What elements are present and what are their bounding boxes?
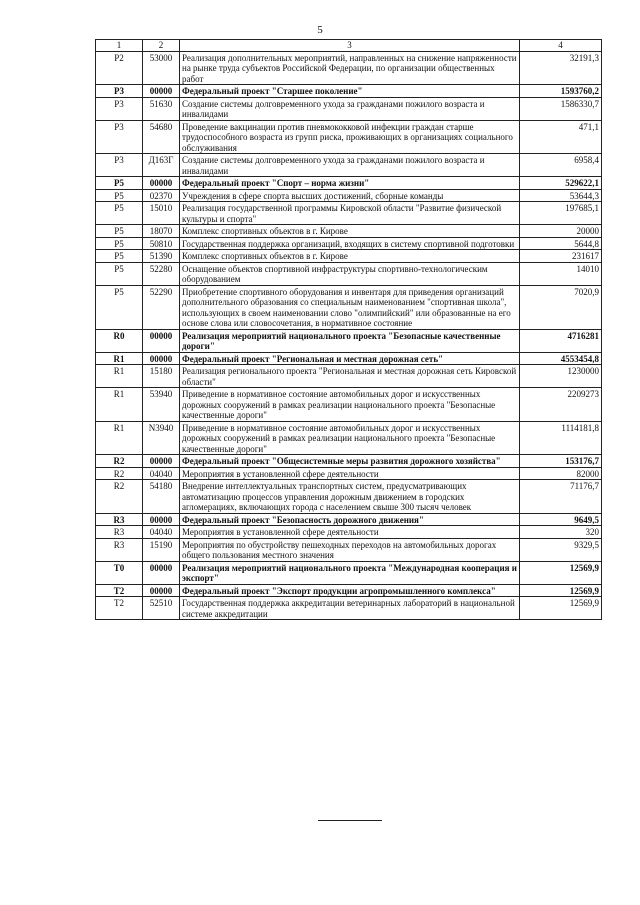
- amount-cell: 5644,8: [520, 237, 602, 250]
- description-cell: Федеральный проект "Спорт – норма жизни": [180, 177, 520, 190]
- expense-code-cell: 15180: [143, 365, 180, 388]
- description-cell: Реализация дополнительных мероприятий, направленных на снижение напряженности на рынке труда субъектов Российской Федерации, по организации общественных работ: [180, 51, 520, 85]
- table-row: [96, 388, 602, 422]
- table-row: [96, 584, 602, 597]
- description-cell: Государственная поддержка организаций, входящих в систему спортивной подготовки: [180, 237, 520, 250]
- description-cell: Внедрение интеллектуальных транспортных систем, предусматривающих автоматизацию процессов управления дорожным движением в городских агломерациях, включающих города с населением свыше 300 тысяч человек: [180, 480, 520, 514]
- amount-cell: 231617: [520, 250, 602, 263]
- expense-code-cell: 50810: [143, 237, 180, 250]
- header-row: [96, 40, 602, 52]
- table-row: [96, 561, 602, 584]
- amount-cell: 12569,9: [520, 597, 602, 620]
- target-code-cell: R1: [96, 365, 143, 388]
- expense-code-cell: 52290: [143, 285, 180, 329]
- page-number: 5: [317, 24, 323, 36]
- description-cell: Реализация мероприятий национального проекта "Международная кооперация и экспорт": [180, 561, 520, 584]
- table-row: [96, 51, 602, 85]
- target-code-cell: P3: [96, 85, 143, 98]
- amount-cell: 9649,5: [520, 513, 602, 526]
- amount-cell: 2209273: [520, 388, 602, 422]
- table-row: [96, 365, 602, 388]
- description-cell: Мероприятия в установленной сфере деятельности: [180, 526, 520, 539]
- expense-code-cell: 15190: [143, 538, 180, 561]
- expense-code-cell: 51390: [143, 250, 180, 263]
- expense-code-cell: Д163Г: [143, 154, 180, 177]
- target-code-cell: R1: [96, 421, 143, 455]
- expense-code-cell: 00000: [143, 85, 180, 98]
- amount-cell: 12569,9: [520, 584, 602, 597]
- description-cell: Мероприятия в установленной сфере деятельности: [180, 467, 520, 480]
- budget-table: [95, 39, 602, 620]
- amount-cell: 153176,7: [520, 455, 602, 468]
- table-row: [96, 85, 602, 98]
- expense-code-cell: 00000: [143, 513, 180, 526]
- amount-cell: 20000: [520, 225, 602, 238]
- amount-cell: 6958,4: [520, 154, 602, 177]
- table-row: [96, 421, 602, 455]
- table-row: [96, 250, 602, 263]
- amount-cell: 1114181,8: [520, 421, 602, 455]
- target-code-cell: P5: [96, 177, 143, 190]
- expense-code-cell: 53940: [143, 388, 180, 422]
- target-code-cell: T0: [96, 561, 143, 584]
- table-row: [96, 262, 602, 285]
- target-code-cell: P2: [96, 51, 143, 85]
- target-code-cell: P3: [96, 154, 143, 177]
- amount-cell: 9329,5: [520, 538, 602, 561]
- description-cell: Приведение в нормативное состояние автомобильных дорог и искусственных дорожных сооружений в рамках реализации национального проекта "Безопасные качественные дороги": [180, 388, 520, 422]
- description-cell: Федеральный проект "Старшее поколение": [180, 85, 520, 98]
- description-cell: Создание системы долговременного ухода за гражданами пожилого возраста и инвалидами: [180, 97, 520, 120]
- target-code-cell: R1: [96, 352, 143, 365]
- target-code-cell: R1: [96, 388, 143, 422]
- amount-cell: 7020,9: [520, 285, 602, 329]
- target-code-cell: P3: [96, 97, 143, 120]
- table-row: [96, 225, 602, 238]
- amount-cell: 320: [520, 526, 602, 539]
- amount-cell: 197685,1: [520, 202, 602, 225]
- table-body: [96, 51, 602, 620]
- expense-code-cell: 52510: [143, 597, 180, 620]
- table-row: [96, 597, 602, 620]
- amount-cell: 471,1: [520, 120, 602, 154]
- target-code-cell: P5: [96, 262, 143, 285]
- description-cell: Реализация мероприятий национального проекта "Безопасные качественные дороги": [180, 329, 520, 352]
- amount-cell: 4716281: [520, 329, 602, 352]
- table-row: [96, 526, 602, 539]
- table-row: [96, 154, 602, 177]
- table-row: [96, 285, 602, 329]
- header-col-1: 1: [96, 40, 143, 52]
- description-cell: Государственная поддержка аккредитации ветеринарных лабораторий в национальной системе аккредитации: [180, 597, 520, 620]
- target-code-cell: R2: [96, 467, 143, 480]
- table-row: [96, 455, 602, 468]
- header-col-4: 4: [520, 40, 602, 52]
- target-code-cell: P5: [96, 237, 143, 250]
- description-cell: Учреждения в сфере спорта высших достижений, сборные команды: [180, 189, 520, 202]
- target-code-cell: P5: [96, 225, 143, 238]
- description-cell: Приобретение спортивного оборудования и инвентаря для приведения организаций дополнительного образования со специальным наименованием "спортивная школа", использующих в своем наименовании слово "олимпийский" или образованные на его основе слова или словосочетания, в нормативное состояние: [180, 285, 520, 329]
- target-code-cell: P5: [96, 202, 143, 225]
- amount-cell: 1230000: [520, 365, 602, 388]
- header-col-2: 2: [143, 40, 180, 52]
- table-row: [96, 538, 602, 561]
- target-code-cell: R2: [96, 480, 143, 514]
- expense-code-cell: 00000: [143, 352, 180, 365]
- amount-cell: 1593760,2: [520, 85, 602, 98]
- expense-code-cell: 18070: [143, 225, 180, 238]
- target-code-cell: R3: [96, 513, 143, 526]
- expense-code-cell: 04040: [143, 467, 180, 480]
- target-code-cell: P3: [96, 120, 143, 154]
- amount-cell: 71176,7: [520, 480, 602, 514]
- expense-code-cell: 00000: [143, 329, 180, 352]
- expense-code-cell: 02370: [143, 189, 180, 202]
- table-row: [96, 97, 602, 120]
- expense-code-cell: 00000: [143, 584, 180, 597]
- amount-cell: 12569,9: [520, 561, 602, 584]
- table-header: [96, 40, 602, 52]
- target-code-cell: R3: [96, 526, 143, 539]
- description-cell: Приведение в нормативное состояние автомобильных дорог и искусственных дорожных сооружений в рамках реализации национального проекта "Безопасные качественные дороги": [180, 421, 520, 455]
- target-code-cell: R0: [96, 329, 143, 352]
- description-cell: Федеральный проект "Безопасность дорожного движения": [180, 513, 520, 526]
- amount-cell: 14010: [520, 262, 602, 285]
- table-row: [96, 189, 602, 202]
- table-row: [96, 237, 602, 250]
- expense-code-cell: 00000: [143, 561, 180, 584]
- footer-rule: [318, 820, 382, 821]
- description-cell: Комплекс спортивных объектов в г. Кирове: [180, 250, 520, 263]
- table-row: [96, 513, 602, 526]
- expense-code-cell: N3940: [143, 421, 180, 455]
- expense-code-cell: 00000: [143, 455, 180, 468]
- expense-code-cell: 51630: [143, 97, 180, 120]
- target-code-cell: P5: [96, 250, 143, 263]
- description-cell: Реализация государственной программы Кировской области "Развитие физической культуры и спорта": [180, 202, 520, 225]
- target-code-cell: R3: [96, 538, 143, 561]
- expense-code-cell: 15010: [143, 202, 180, 225]
- expense-code-cell: 54680: [143, 120, 180, 154]
- target-code-cell: T2: [96, 597, 143, 620]
- description-cell: Федеральный проект "Региональная и местная дорожная сеть": [180, 352, 520, 365]
- table-row: [96, 329, 602, 352]
- description-cell: Проведение вакцинации против пневмококковой инфекции граждан старше трудоспособного возраста из групп риска, проживающих в организациях социального обслуживания: [180, 120, 520, 154]
- target-code-cell: R2: [96, 455, 143, 468]
- target-code-cell: P5: [96, 285, 143, 329]
- table-row: [96, 202, 602, 225]
- table-row: [96, 480, 602, 514]
- description-cell: Федеральный проект "Экспорт продукции агропромышленного комплекса": [180, 584, 520, 597]
- header-col-3: 3: [180, 40, 520, 52]
- table-row: [96, 177, 602, 190]
- description-cell: Мероприятия по обустройству пешеходных переходов на автомобильных дорогах общего пользования местного значения: [180, 538, 520, 561]
- table-row: [96, 352, 602, 365]
- description-cell: Федеральный проект "Общесистемные меры развития дорожного хозяйства": [180, 455, 520, 468]
- expense-code-cell: 00000: [143, 177, 180, 190]
- target-code-cell: T2: [96, 584, 143, 597]
- expense-code-cell: 04040: [143, 526, 180, 539]
- description-cell: Оснащение объектов спортивной инфраструктуры спортивно-технологическим оборудованием: [180, 262, 520, 285]
- amount-cell: 4553454,8: [520, 352, 602, 365]
- amount-cell: 32191,3: [520, 51, 602, 85]
- table-row: [96, 467, 602, 480]
- amount-cell: 529622,1: [520, 177, 602, 190]
- description-cell: Создание системы долговременного ухода за гражданами пожилого возраста и инвалидами: [180, 154, 520, 177]
- table-row: [96, 120, 602, 154]
- expense-code-cell: 54180: [143, 480, 180, 514]
- target-code-cell: P5: [96, 189, 143, 202]
- amount-cell: 82000: [520, 467, 602, 480]
- description-cell: Реализация регионального проекта "Региональная и местная дорожная сеть Кировской области": [180, 365, 520, 388]
- description-cell: Комплекс спортивных объектов в г. Кирове: [180, 225, 520, 238]
- expense-code-cell: 52280: [143, 262, 180, 285]
- amount-cell: 53644,3: [520, 189, 602, 202]
- amount-cell: 1586330,7: [520, 97, 602, 120]
- expense-code-cell: 53000: [143, 51, 180, 85]
